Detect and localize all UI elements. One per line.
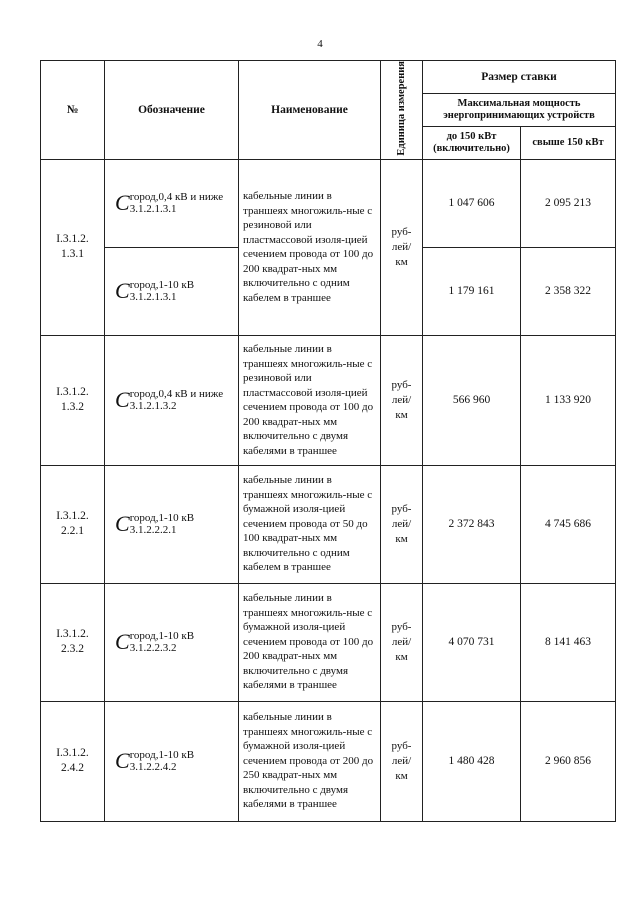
header-max-power: Максимальная мощность энергопринимающих устройств [423,93,616,126]
value-over-150: 2 095 213 [521,159,616,247]
description-cell: кабельные линии в траншеях многожиль-ные с бумажной изоля-цией сечением провода от 50 до 100 квадрат-ных мм включительно с одним кабелем в траншее [239,465,381,583]
value-over-150: 1 133 920 [521,335,616,465]
header-name: Наименование [239,61,381,160]
designation-cell [105,465,239,583]
designation-cell [105,583,239,701]
designation-cell [105,335,239,465]
description-cell: кабельные линии в траншеях многожиль-ные с бумажной изоля-цией сечением провода от 100 до 200 квадрат-ных мм включительно с двумя кабелями в траншее [239,583,381,701]
designation-cell [105,159,239,247]
unit-cell: руб- лей/ км [381,335,423,465]
description-cell: кабельные линии в траншеях многожиль-ные с резиновой или пластмассовой изоля-цией сечением провода от 100 до 200 квадрат-ных мм включительно с одним кабелем в траншее [239,159,381,335]
row-number: I.3.1.2. 2.2.1 [41,465,105,583]
value-over-150: 8 141 463 [521,583,616,701]
rate-symbol: C [115,748,130,774]
designation-cell [105,701,239,821]
designation-cell [105,247,239,335]
row-number: I.3.1.2. 1.3.2 [41,335,105,465]
value-over-150: 2 960 856 [521,701,616,821]
value-over-150: 4 745 686 [521,465,616,583]
table-row [41,335,616,465]
table-row [41,701,616,821]
header-designation: Обозначение [105,61,239,160]
designation-superscript: город,1-10 кВ [129,630,195,643]
description-cell: кабельные линии в траншеях многожиль-ные с бумажной изоля-цией сечением провода от 200 до 250 квадрат-ных мм включительно с двумя кабелями в траншее [239,701,381,821]
value-upto-150: 566 960 [423,335,521,465]
value-over-150: 2 358 322 [521,247,616,335]
unit-cell: руб- лей/ км [381,583,423,701]
rate-symbol: C [115,387,130,413]
row-number: I.3.1.2. 1.3.1 [41,159,105,335]
designation-superscript: город,1-10 кВ [129,749,195,762]
page-number: 4 [317,38,323,50]
unit-cell: руб- лей/ км [381,159,423,335]
value-upto-150: 4 070 731 [423,583,521,701]
value-upto-150: 1 047 606 [423,159,521,247]
rate-symbol: C [115,190,130,216]
header-over-150: свыше 150 кВт [521,126,616,159]
rate-symbol: C [115,278,130,304]
description-cell: кабельные линии в траншеях многожиль-ные с резиновой или пластмассовой изоля-цией сечением провода от 100 до 200 квадрат-ных мм включительно с двумя кабелями в траншее [239,335,381,465]
table-row [41,583,616,701]
designation-subscript: 3.1.2.1.3.1 [129,203,177,216]
designation-subscript: 3.1.2.2.4.2 [129,761,177,774]
rate-symbol: C [115,511,130,537]
value-upto-150: 1 480 428 [423,701,521,821]
rates-table [40,60,616,822]
value-upto-150: 2 372 843 [423,465,521,583]
header-number: № [41,61,105,160]
designation-subscript: 3.1.2.2.3.2 [129,642,177,655]
row-number: I.3.1.2. 2.3.2 [41,583,105,701]
designation-superscript: город,1-10 кВ [129,279,195,292]
value-upto-150: 1 179 161 [423,247,521,335]
table-row [41,159,616,247]
unit-cell: руб- лей/ км [381,465,423,583]
rate-symbol: C [115,629,130,655]
table-body [41,159,616,821]
unit-cell: руб- лей/ км [381,701,423,821]
designation-superscript: город,0,4 кВ и ниже [129,388,224,401]
table-row [41,465,616,583]
designation-superscript: город,1-10 кВ [129,512,195,525]
header-rate: Размер ставки [423,61,616,94]
table-header [41,61,616,160]
designation-subscript: 3.1.2.2.2.1 [129,524,177,537]
designation-subscript: 3.1.2.1.3.1 [129,291,177,304]
header-unit: Единица измерения [395,61,407,156]
designation-subscript: 3.1.2.1.3.2 [129,400,177,413]
designation-superscript: город,0,4 кВ и ниже [129,191,224,204]
header-upto-150: до 150 кВт (включительно) [423,126,521,159]
row-number: I.3.1.2. 2.4.2 [41,701,105,821]
